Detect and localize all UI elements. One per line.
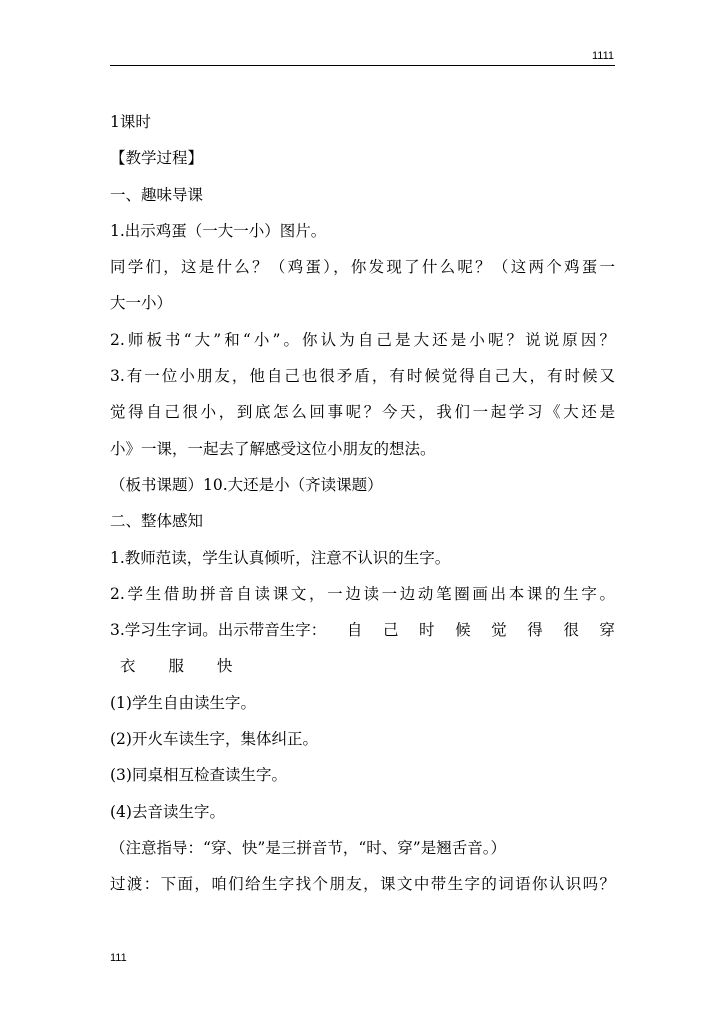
new-character: 自 — [346, 621, 363, 640]
section-heading-overall: 二、整体感知 — [110, 512, 204, 531]
document-body — [110, 104, 615, 903]
header-rule — [110, 65, 615, 66]
footer-page-code: 111 — [110, 952, 127, 964]
paragraph-line: 3.有一位小朋友，他自己也很矛盾，有时候觉得自己大，有时候又 — [110, 367, 615, 386]
paragraph-line: 同学们，这是什么？（鸡蛋），你发现了什么呢？（这两个鸡蛋一 — [110, 258, 615, 277]
paragraph-line: 觉得自己很小，到底怎么回事呢？今天，我们一起学习《大还是 — [110, 403, 615, 422]
list-item: (3)同桌相互检查读生字。 — [110, 766, 287, 785]
new-character: 觉 — [491, 621, 507, 640]
header-page-code: 1111 — [591, 50, 614, 62]
new-character: 服 — [168, 657, 184, 676]
new-character: 快 — [216, 657, 233, 676]
new-character: 穿 — [599, 621, 615, 640]
new-character: 衣 — [120, 657, 136, 676]
paragraph-line: 2.学生借助拼音自读课文，一边读一边动笔圈画出本课的生字。 — [110, 584, 615, 603]
transition-line: 过渡：下面，咱们给生字找个朋友，课文中带生字的词语你认识吗？ — [110, 875, 615, 894]
section-heading-teaching-process: 【教学过程】 — [110, 149, 204, 168]
paragraph-line: 1.出示鸡蛋（一大一小）图片。 — [110, 221, 327, 240]
paragraph-line: 1.教师范读，学生认真倾听，注意不认识的生字。 — [110, 548, 451, 567]
paragraph-line: 2.师板书“大”和“小”。你认为自己是大还是小呢？说说原因？ — [110, 330, 615, 349]
list-item: (1)学生自由读生字。 — [110, 693, 256, 712]
paragraph-line: （板书课题）10.大还是小（齐读课题） — [110, 475, 383, 494]
paragraph-line: 小》一课，一起去了解感受这位小朋友的想法。 — [110, 439, 436, 458]
note-line: （注意指导：“穿、快”是三拼音节，“时、穿”是翘舌音。） — [110, 838, 506, 857]
new-characters-line-2 — [110, 648, 615, 684]
new-character: 很 — [563, 621, 579, 640]
new-characters-prefix: 3.学习生字词。出示带音生字： — [110, 621, 327, 640]
new-characters-line — [110, 612, 615, 648]
new-character: 得 — [527, 621, 543, 640]
section-heading-intro: 一、趣味导课 — [110, 185, 204, 204]
new-character: 己 — [382, 621, 399, 640]
lesson-hours: 1课时 — [110, 113, 151, 131]
new-character: 时 — [419, 621, 435, 640]
list-item: (2)开火车读生字，集体纠正。 — [110, 730, 318, 749]
list-item: (4)去音读生字。 — [110, 802, 225, 821]
paragraph-line: 大一小） — [110, 294, 173, 313]
new-character: 候 — [455, 621, 471, 640]
